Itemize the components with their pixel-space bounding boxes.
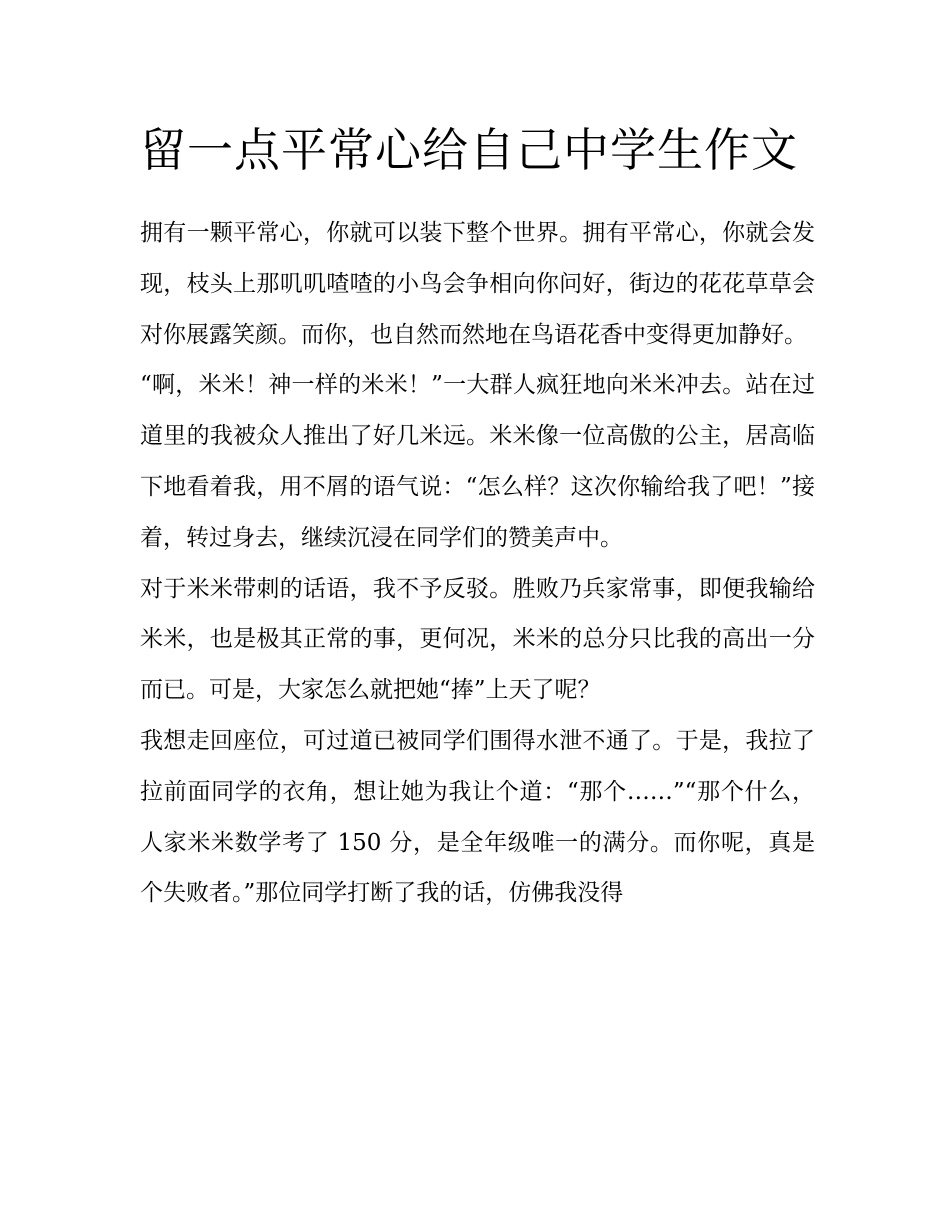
document-page bbox=[140, 112, 815, 919]
paragraph-1: 拥有一颗平常心，你就可以装下整个世界。拥有平常心，你就会发现，枝头上那叽叽喳喳的小鸟会争相向你问好，街边的花花草草会对你展露笑颜。而你，也自然而然地在鸟语花香中变得更加静好。 bbox=[140, 220, 815, 348]
document-body bbox=[140, 208, 815, 919]
paragraph-2: “啊，米米！神一样的米米！”一大群人疯狂地向米米冲去。站在过道里的我被众人推出了好几米远。米米像一位高傲的公主，居高临下地看着我，用不屑的语气说：“怎么样？这次你输给我了吧！”接着，转过身去，继续沉浸在同学们的赞美声中。 bbox=[140, 372, 815, 551]
paragraph-4: 我想走回座位，可过道已被同学们围得水泄不通了。于是，我拉了拉前面同学的衣角，想让她为我让个道：“那个……”“那个什么，人家米米数学考了 150 分，是全年级唯一的满分。而你呢，真是个失败者。”那位同学打断了我的话，仿佛我没得 bbox=[140, 727, 815, 907]
document-title: 留一点平常心给自己中学生作文 bbox=[140, 123, 798, 177]
paragraph-3: 对于米米带刺的话语，我不予反驳。胜败乃兵家常事，即便我输给米米，也是极其正常的事，更何况，米米的总分只比我的高出一分而已。可是，大家怎么就把她“捧”上天了呢？ bbox=[140, 575, 815, 704]
